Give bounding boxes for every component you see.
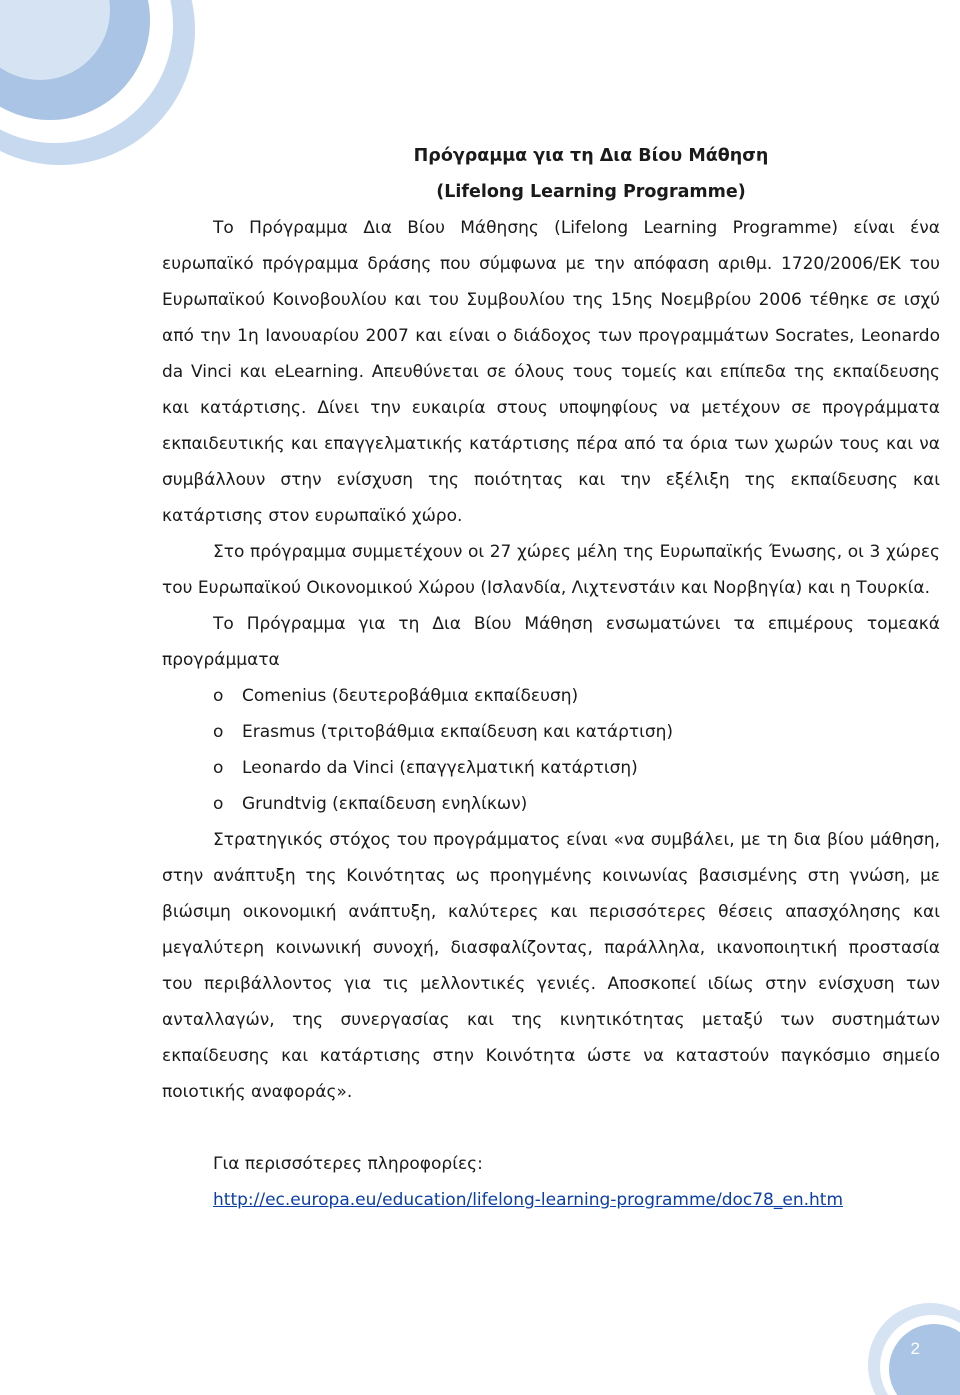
more-info-link[interactable]: http://ec.europa.eu/education/lifelong-learning-programme/doc78_en.htm [213, 1190, 844, 1210]
document-subtitle: (Lifelong Learning Programme) [436, 182, 746, 202]
bullet-marker: o [213, 758, 224, 778]
bullet-marker: o [213, 794, 224, 814]
list-item [162, 678, 940, 714]
bullet-marker: o [213, 722, 224, 742]
list-item [162, 786, 940, 822]
list-item-text: Erasmus (τριτοβάθμια εκπαίδευση και κατάρτιση) [242, 722, 674, 742]
more-info-label: Για περισσότερες πληροφορίες: [213, 1154, 483, 1174]
list-item [162, 750, 940, 786]
list-item-text: Leonardo da Vinci (επαγγελματική κατάρτιση) [242, 758, 638, 778]
paragraph-participants: Στο πρόγραμμα συμμετέχουν οι 27 χώρες μέλη της Ευρωπαϊκής Ένωσης, οι 3 χώρες του Ευρωπαϊκού Οικονομικού Χώρου (Ισλανδία, Λιχτενστάιν και Νορβηγία) και η Τουρκία. [162, 542, 940, 598]
document-body [162, 138, 940, 1218]
paragraph-strategic-goal: Στρατηγικός στόχος του προγράμματος είναι «να συμβάλει, με τη δια βίου μάθηση, στην ανάπτυξη της Κοινότητας ως προηγμένης κοινωνίας βασισμένης στη γνώση, με βιώσιμη οικονομική ανάπτυξη, καλύτερες και περισσότερες θέσεις απασχόλησης και μεγαλύτερη κοινωνική συνοχή, διασφαλίζοντας, παράλληλα, ικανοποιητική προστασία του περιβάλλοντος για τις μελλοντικές γενιές. Αποσκοπεί ιδίως στην ενίσχυση των ανταλλαγών, της συνεργασίας και της κινητικότητας μεταξύ των συστημάτων εκπαίδευσης και κατάρτισης στην Κοινότητα ώστε να καταστούν παγκόσμιο σημείο ποιοτικής αναφοράς». [162, 830, 940, 1102]
list-item-text: Grundtvig (εκπαίδευση ενηλίκων) [242, 794, 528, 814]
paragraph-intro: Το Πρόγραμμα Δια Βίου Μάθησης (Lifelong Learning Programme) είναι ένα ευρωπαϊκό πρόγραμμα δράσης που σύμφωνα με την απόφαση αριθμ. 1720/2006/ΕΚ του Ευρωπαϊκού Κοινοβουλίου και του Συμβουλίου της 15ης Νοεμβρίου 2006 τέθηκε σε ισχύ από την 1η Ιανουαρίου 2007 και είναι ο διάδοχος των προγραμμάτων Socrates, Leonardo da Vinci και eLearning. Απευθύνεται σε όλους τους τομείς και επίπεδα της εκπαίδευσης και κατάρτισης. Δίνει την ευκαιρία στους υποψηφίους να μετέχουν σε προγράμματα εκπαιδευτικής και επαγγελματικής κατάρτισης πέρα από τα όρια των χωρών τους και να συμβάλλουν στην ενίσχυση της ποιότητας και την εξέλιξη της εκπαίδευσης και κατάρτισης στον ευρωπαϊκό χώρο. [162, 218, 940, 526]
spacer [162, 1110, 940, 1146]
page-number: 2 [910, 1339, 920, 1358]
programme-list [162, 678, 940, 822]
paragraph-programmes-intro: Το Πρόγραμμα για τη Δια Βίου Μάθηση ενσωματώνει τα επιμέρους τομεακά προγράμματα [162, 614, 940, 670]
list-item [162, 714, 940, 750]
bullet-marker: o [213, 686, 224, 706]
document-title: Πρόγραμμα για τη Δια Βίου Μάθηση [413, 146, 769, 166]
list-item-text: Comenius (δευτεροβάθμια εκπαίδευση) [242, 686, 579, 706]
